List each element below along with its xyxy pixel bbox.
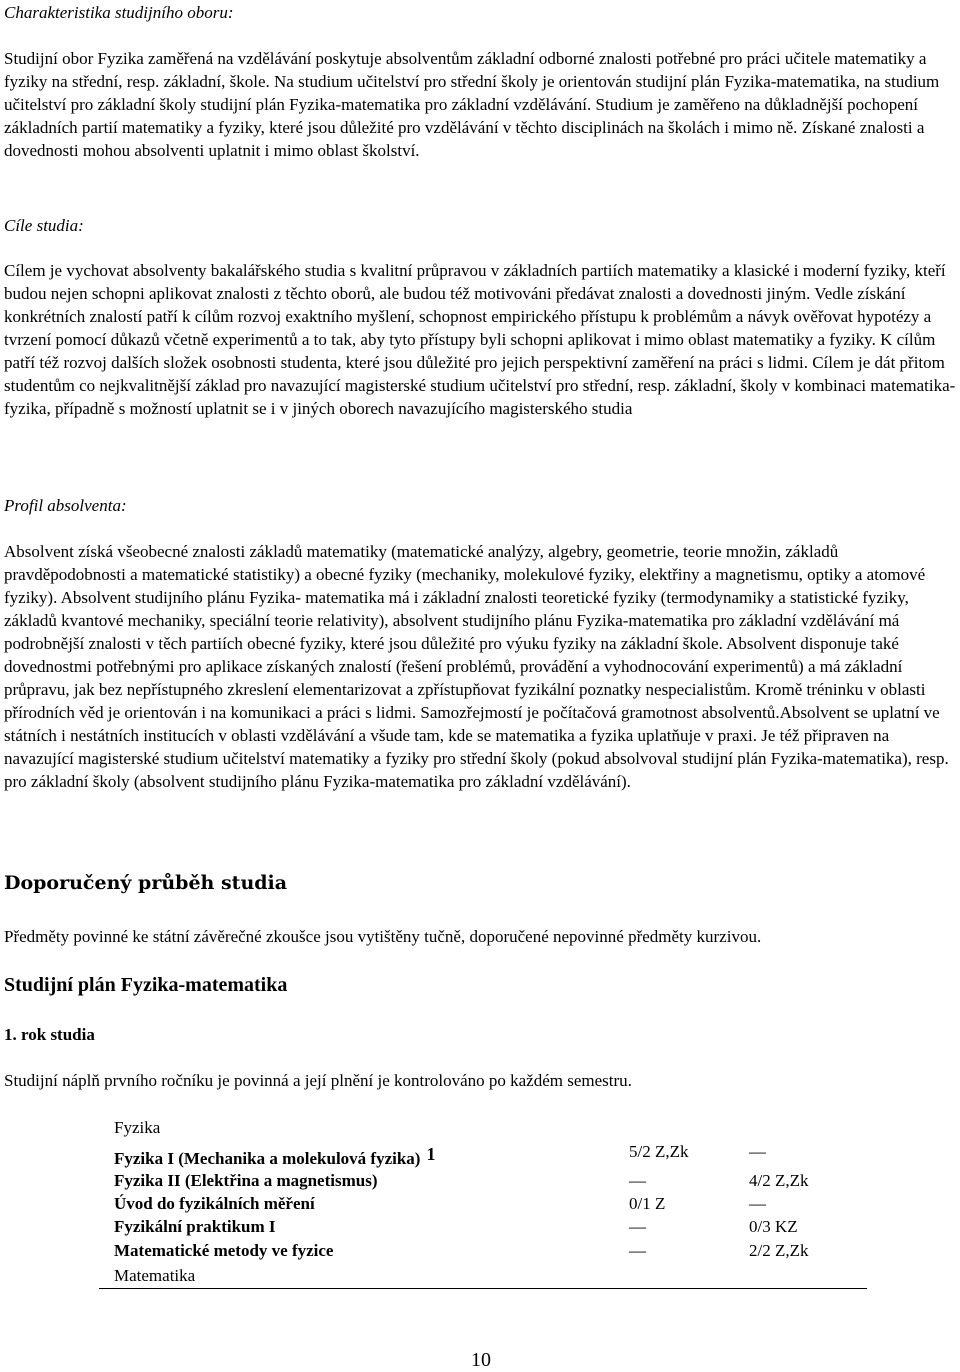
course-name: Úvod do fyzikálních měření — [114, 1194, 315, 1213]
course-sem2: — — [749, 1194, 766, 1213]
group-label-fyzika: Fyzika — [114, 1118, 161, 1137]
heading-doporuceny-prubeh: Doporučený průběh studia — [4, 872, 288, 894]
course-name: Fyzika I (Mechanika a molekulová fyzika) 1 — [114, 1144, 436, 1168]
course-sem2: — — [749, 1142, 766, 1161]
course-sem1: 0/1 Z — [629, 1194, 666, 1213]
course-name: Fyzika II (Elektřina a magnetismus) — [114, 1171, 378, 1190]
paragraph-profil: Absolvent získá všeobecné znalosti základů matematiky (matematické analýzy, algebry, geometrie, teorie množin, základů pravděpodobnosti a matematické statistiky) a obecné fyziky (mechaniky, molekulové fyziky, elektřiny a magnetismu, optiky a atomové fyziky). Absolvent studijního plánu Fyzika- matematika má i základní znalosti teoretické fyziky (termodynamiky a statistické fyziky, základů kvantové mechaniky, speciální teorie relativity), absolvent studijního plánu Fyzika-matematika pro základní vzdělávání má podrobnější znalosti v těch partiích obecné fyziky, které jsou důležité pro výuku fyziky na základní škole. Absolvent disponuje také dovednostmi potřebnými pro aplikace získaných znalostí (řešení problémů, provádění a vyhodnocování experimentů) a má základní průpravu, jak bez nepřístupného zkreslení elementarizovat a zpřístupňovat fyzikální poznatky nespecialistům. Kromě tréninku v oblasti přírodních věd je orientován i na komunikaci a práci s lidmi. Samozřejmostí je počítačová gramotnost absolventů.Absolvent se uplatní ve státních i nestátních institucích v oblasti vzdělávání a všude tam, kde se matematika a fyzika uplatňuje v praxi. Je též připraven na navazující magisterské studium učitelství matematiky a fyziky pro střední školy (pokud absolvoval studijní plán Fyzika-matematika), resp. pro základní školy (absolvent studijního plánu Fyzika-matematika pro základní vzdělávání). — [4, 542, 949, 791]
note-rok-studia: Studijní náplň prvního ročníku je povinná a její plnění je kontrolováno po každém semestru. — [4, 1071, 632, 1090]
section-heading-profil: Profil absolventa: — [4, 496, 127, 515]
course-sem2: 0/3 KZ — [749, 1217, 798, 1236]
footnote-marker: 1 — [426, 1144, 436, 1164]
course-sem1: — — [629, 1217, 646, 1236]
heading-studijni-plan: Studijní plán Fyzika-matematika — [4, 974, 288, 996]
heading-rok-studia: 1. rok studia — [4, 1025, 95, 1044]
course-sem1: — — [629, 1171, 646, 1190]
section-heading-cile: Cíle studia: — [4, 216, 84, 235]
page-number: 10 — [471, 1349, 491, 1371]
paragraph-charakteristika: Studijní obor Fyzika zaměřená na vzdělávání poskytuje absolventům základní odborné znalosti potřebné pro práci učitele matematiky a fyziky na střední, resp. základní, škole. Na studium učitelství pro střední školy je orientován studijní plán Fyzika-matematika, na studium učitelství pro základní školy studijní plán Fyzika-matematika pro základní vzdělávání. Studium je zaměřeno na důkladnější pochopení základních partií matematiky a fyziky, které jsou důležité pro vzdělávání v těchto disciplinách na školách i mimo ně. Získané znalosti a dovednosti mohou absolventi uplatnit i mimo oblast školství. — [4, 49, 940, 160]
course-name: Matematické metody ve fyzice — [114, 1241, 334, 1260]
note-predmety: Předměty povinné ke státní závěrečné zkoušce jsou vytištěny tučně, doporučené nepovinné předměty kurzivou. — [4, 927, 762, 946]
course-sem1: 5/2 Z,Zk — [629, 1142, 689, 1161]
course-name: Fyzikální praktikum I — [114, 1217, 276, 1236]
course-sem2: 2/2 Z,Zk — [749, 1241, 809, 1260]
table-divider — [99, 1288, 867, 1289]
course-sem1: — — [629, 1241, 646, 1260]
section-heading-charakteristika: Charakteristika studijního oboru: — [4, 3, 234, 22]
paragraph-cile: Cílem je vychovat absolventy bakalářského studia s kvalitní průpravou v základních partiích matematiky a klasické i moderní fyziky, kteří budou nejen schopni aplikovat znalosti z těchto oborů, ale budou též motivováni předávat znalosti a dovednosti jiným. Vedle získání konkrétních znalostí patří k cílům rozvoj exaktního myšlení, schopnost empirického přístupu k problémům a návyk ověřovat hypotézy a tvrzení pomocí důkazů včetně experimentů a to tak, aby tyto přístupy byli schopni aplikovat i mimo oblast matematiky a fyziky. K cílům patří též rozvoj dalších složek osobnosti studenta, které jsou důležité pro jejich perspektivní zaměření na práci s lidmi. Cílem je dát přitom studentům co nejkvalitnější základ pro navazující magisterské studium učitelství pro střední, resp. základní, školy v kombinaci matematika-fyzika, případně s možností uplatnit se i v jiných oborech navazujícího magisterského studia — [4, 261, 956, 418]
group-label-matematika: Matematika — [114, 1266, 196, 1285]
course-sem2: 4/2 Z,Zk — [749, 1171, 809, 1190]
